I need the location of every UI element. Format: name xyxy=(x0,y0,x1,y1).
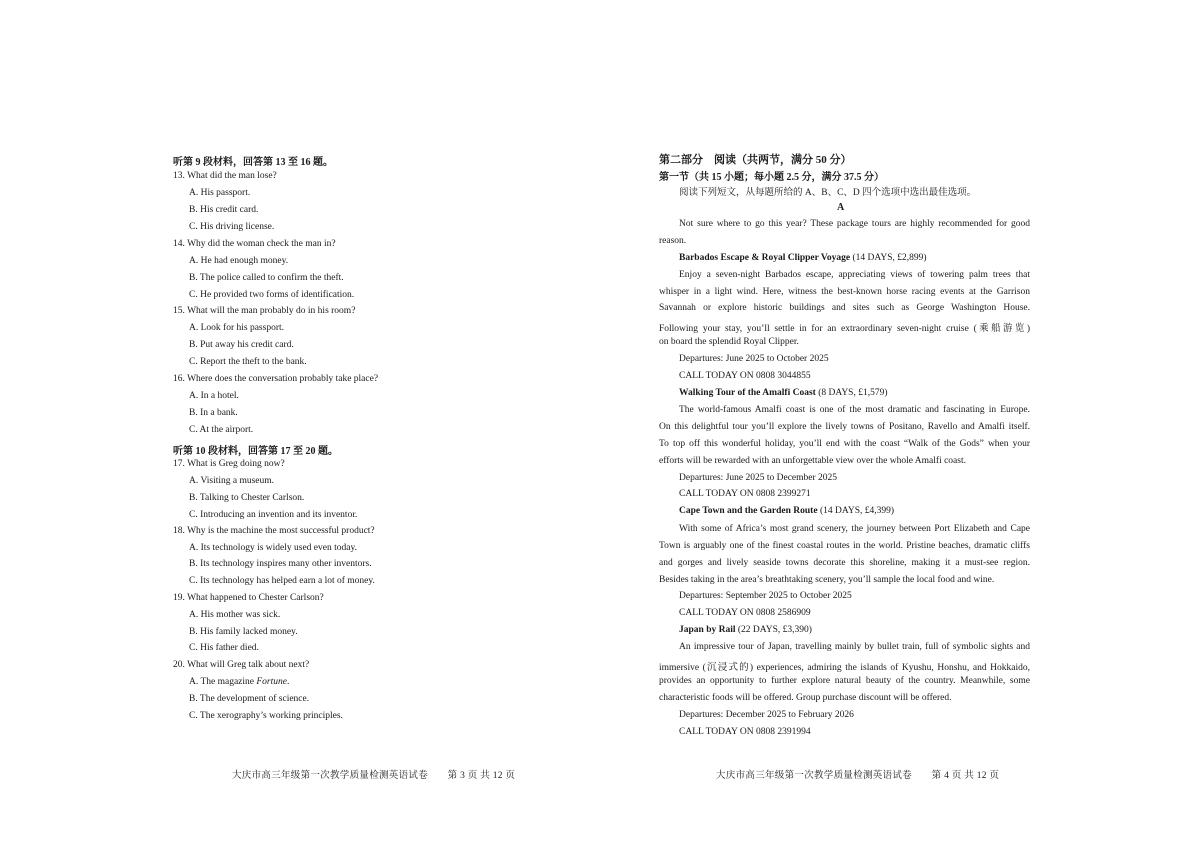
tour-text: The world-famous Amalfi coast is one of the most dramatic and fascinating in Europe. xyxy=(679,405,1030,415)
option: A. Visiting a museum. xyxy=(189,476,275,486)
option: C. His father died. xyxy=(189,643,259,653)
option: C. At the airport. xyxy=(189,425,254,435)
tour-text: and gorges and lively seaside towns decorate this shoreline, making it a must-see region. xyxy=(659,558,1030,568)
tour-text: characteristic foods will be offered. Group purchase discount will be offered. xyxy=(659,693,952,703)
question-13: 13. What did the man lose? xyxy=(173,171,277,181)
tour-phone: CALL TODAY ON 0808 3044855 xyxy=(679,371,811,381)
tour-text: Besides taking in the area’s breathtaking scenery, you’ll sample the local food and wine. xyxy=(659,575,995,585)
tour-meta: (14 DAYS, £4,399) xyxy=(817,506,895,516)
tour-title: Walking Tour of the Amalfi Coast xyxy=(679,388,816,398)
option: B. His credit card. xyxy=(189,205,259,215)
option: A. Look for his passport. xyxy=(189,323,284,333)
intro-text: Not sure where to go this year? These package tours are highly recommended for good xyxy=(679,219,1030,229)
tour-phone: CALL TODAY ON 0808 2399271 xyxy=(679,489,811,499)
tour-text: With some of Africa’s most grand scenery, the journey between Port Elizabeth and Cape xyxy=(679,524,1030,534)
question-15: 15. What will the man probably do in his room? xyxy=(173,306,356,316)
option: B. The development of science. xyxy=(189,694,310,704)
question-20: 20. What will Greg talk about next? xyxy=(173,660,310,670)
tour-meta: (8 DAYS, £1,579) xyxy=(815,388,888,398)
option: B. In a bank. xyxy=(189,408,238,418)
tour-heading xyxy=(679,253,927,263)
magazine-title: Fortune xyxy=(256,677,287,687)
tour-title: Barbados Escape & Royal Clipper Voyage xyxy=(679,253,851,263)
tour-departures: Departures: June 2025 to October 2025 xyxy=(679,354,829,364)
tour-phone: CALL TODAY ON 0808 2586909 xyxy=(679,608,811,618)
instructions: 阅读下列短文，从每题所给的 A、B、C、D 四个选项中选出最佳选项。 xyxy=(679,188,977,198)
section10-heading: 听第 10 段材料，回答第 17 至 20 题。 xyxy=(173,446,338,457)
option: C. Introducing an invention and its inventor. xyxy=(189,510,358,520)
tour-text: whisper in a light wind. Here, witness the best-known horse racing events at the Garrison xyxy=(659,287,1030,297)
intro-text: reason. xyxy=(659,236,687,246)
passage-letter: A xyxy=(837,202,845,213)
tour-departures: Departures: June 2025 to December 2025 xyxy=(679,473,838,483)
section9-heading: 听第 9 段材料，回答第 13 至 16 题。 xyxy=(173,157,333,168)
option: C. Its technology has helped earn a lot of money. xyxy=(189,576,375,586)
tour-heading xyxy=(679,506,894,516)
tour-meta: (22 DAYS, £3,390) xyxy=(735,625,812,635)
option: A. His mother was sick. xyxy=(189,610,281,620)
tour-title: Japan by Rail xyxy=(679,625,736,635)
question-19: 19. What happened to Chester Carlson? xyxy=(173,593,324,603)
tour-text: Savannah or explore historic buildings and sites such as George Washington House. xyxy=(659,303,1030,313)
option: A. He had enough money. xyxy=(189,256,289,266)
tour-text: To top off this wonderful holiday, you’ll end with the coast “Walk of the Gods” when your xyxy=(659,439,1030,449)
question-16: 16. Where does the conversation probably take place? xyxy=(173,374,379,384)
tour-text: immersive (沉浸式的) experiences, admiring the islands of Kyushu, Honshu, and Hokkaido, xyxy=(659,663,1030,673)
tour-departures: Departures: December 2025 to February 2026 xyxy=(679,710,854,720)
option: C. His driving license. xyxy=(189,222,275,232)
option: B. Put away his credit card. xyxy=(189,340,294,350)
tour-heading xyxy=(679,388,888,398)
option: B. Its technology inspires many other inventors. xyxy=(189,559,372,569)
tour-meta: (14 DAYS, £2,899) xyxy=(850,253,927,263)
option: C. The xerography’s working principles. xyxy=(189,711,343,721)
tour-phone: CALL TODAY ON 0808 2391994 xyxy=(679,727,811,737)
option: A. The magazine Fortune. xyxy=(189,677,290,687)
tour-text: An impressive tour of Japan, travelling mainly by bullet train, full of symbolic sights and xyxy=(679,642,1030,652)
option-text: A. The magazine xyxy=(189,677,257,687)
option: A. Its technology is widely used even today. xyxy=(189,543,357,553)
question-18: 18. Why is the machine the most successful product? xyxy=(173,526,375,536)
tour-text: Enjoy a seven-night Barbados escape, appreciating views of towering palm trees that xyxy=(679,270,1030,280)
tour-text: Town is arguably one of the finest coastal routes in the world. Pristine beaches, dramatic cliffs xyxy=(659,541,1030,551)
option: A. His passport. xyxy=(189,188,251,198)
section-title: 第一节（共 15 小题；每小题 2.5 分，满分 37.5 分） xyxy=(659,172,884,183)
option: A. In a hotel. xyxy=(189,391,239,401)
tour-title: Cape Town and the Garden Route xyxy=(679,506,818,516)
option: B. Talking to Chester Carlson. xyxy=(189,493,305,503)
option: B. His family lacked money. xyxy=(189,627,298,637)
left-footer: 大庆市高三年级第一次教学质量检测英语试卷 第 3 页 共 12 页 xyxy=(232,771,516,781)
right-footer: 大庆市高三年级第一次教学质量检测英语试卷 第 4 页 共 12 页 xyxy=(716,771,1000,781)
tour-text: On this delightful tour you’ll explore the lively towns of Positano, Ravello and Amalfi itself. xyxy=(659,422,1030,432)
question-14: 14. Why did the woman check the man in? xyxy=(173,239,336,249)
part-title: 第二部分 阅读（共两节，满分 50 分） xyxy=(659,154,852,166)
option: C. Report the theft to the bank. xyxy=(189,357,307,367)
question-17: 17. What is Greg doing now? xyxy=(173,459,285,469)
option: C. He provided two forms of identification. xyxy=(189,290,355,300)
tour-text: on board the splendid Royal Clipper. xyxy=(659,337,799,347)
option: B. The police called to confirm the theft. xyxy=(189,273,344,283)
tour-heading xyxy=(679,625,812,635)
tour-text: Following your stay, you’ll settle in for an extraordinary seven-night cruise (乘船游览) xyxy=(659,324,1030,334)
tour-departures: Departures: September 2025 to October 2025 xyxy=(679,591,852,601)
tour-text: efforts will be rewarded with an unforgettable view over the whole Amalfi coast. xyxy=(659,456,966,466)
tour-text: provides an opportunity to further explore natural beauty of the country. Meanwhile, some xyxy=(659,676,1030,686)
